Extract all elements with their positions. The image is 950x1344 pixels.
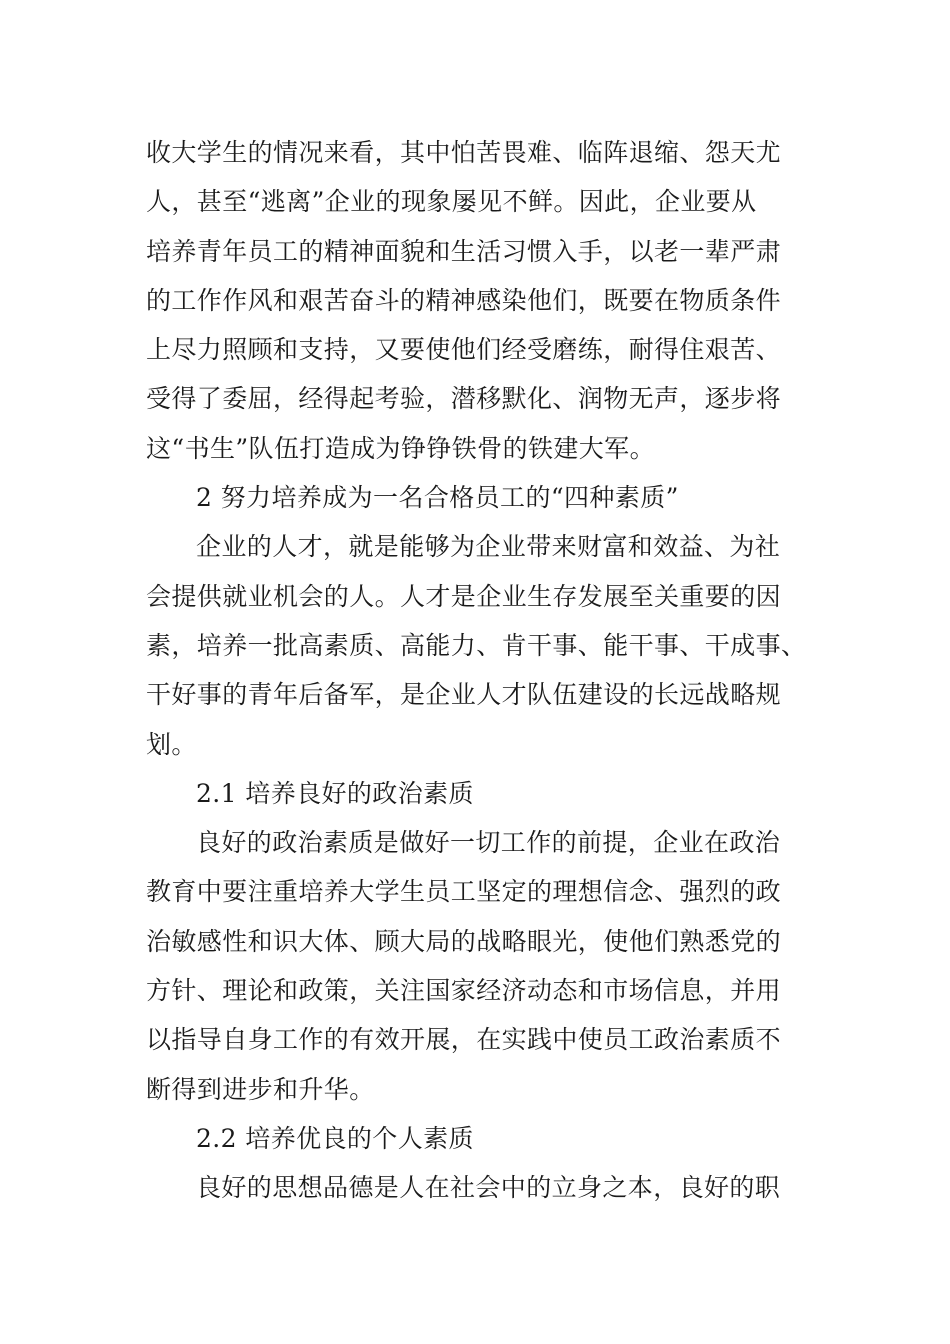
text-line: 受得了委屈，经得起考验，潜移默化、润物无声，逐步将 (146, 384, 782, 414)
subsection-heading: 2.2 培养优良的个人素质 (196, 1123, 474, 1153)
document-body (146, 128, 806, 1213)
subsection-heading: 2.1 培养良好的政治素质 (196, 778, 474, 808)
text-line: 方针、理论和政策，关注国家经济动态和市场信息，并用 (146, 976, 782, 1006)
text-line: 教育中要注重培养大学生员工坚定的理想信念、强烈的政 (146, 877, 782, 907)
text-line: 会提供就业机会的人。人才是企业生存发展至关重要的因 (146, 581, 782, 611)
text-line: 划。 (146, 729, 197, 759)
text-line: 这“书生”队伍打造成为铮铮铁骨的铁建大军。 (146, 433, 655, 463)
paragraph-first-line: 良好的思想品德是人在社会中的立身之本，良好的职 (196, 1173, 781, 1203)
paragraph-first-line: 企业的人才，就是能够为企业带来财富和效益、为社 (196, 532, 781, 562)
text-line: 培养青年员工的精神面貌和生活习惯入手，以老一辈严肃 (146, 236, 782, 266)
text-line: 人，甚至“逃离”企业的现象屡见不鲜。因此，企业要从 (146, 187, 757, 217)
text-line: 治敏感性和识大体、顾大局的战略眼光，使他们熟悉党的 (146, 926, 782, 956)
text-line: 上尽力照顾和支持，又要使他们经受磨练，耐得住艰苦、 (146, 335, 782, 365)
section-heading: 2 努力培养成为一名合格员工的“四种素质” (196, 483, 679, 513)
paragraph-first-line: 良好的政治素质是做好一切工作的前提，企业在政治 (196, 828, 781, 858)
text-line: 以指导自身工作的有效开展，在实践中使员工政治素质不 (146, 1025, 782, 1055)
text-line: 的工作作风和艰苦奋斗的精神感染他们，既要在物质条件 (146, 285, 782, 315)
text-line: 干好事的青年后备军，是企业人才队伍建设的长远战略规 (146, 680, 782, 710)
text-line: 断得到进步和升华。 (146, 1074, 375, 1104)
text-line: 素，培养一批高素质、高能力、肯干事、能干事、干成事、 (146, 630, 807, 660)
text-line: 收大学生的情况来看，其中怕苦畏难、临阵退缩、怨天尤 (146, 138, 782, 167)
